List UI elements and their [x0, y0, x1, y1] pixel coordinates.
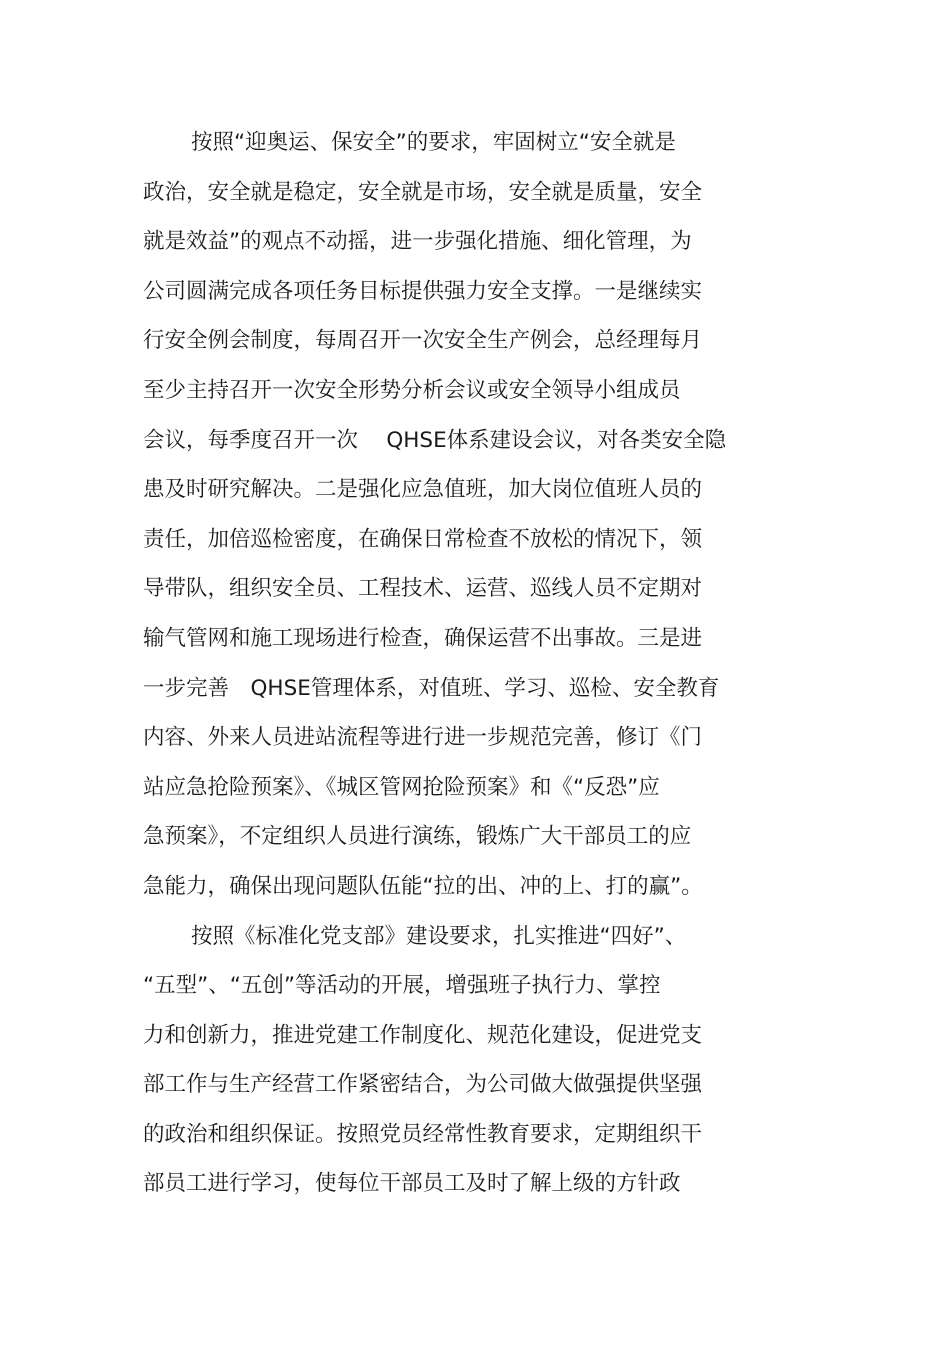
text-line: 按照“迎奥运、保安全”的要求，牢固树立“安全就是 [191, 130, 676, 155]
paragraph-safety [143, 118, 823, 912]
text-line: 责任，加倍巡检密度，在确保日常检查不放松的情况下，领 [143, 526, 703, 552]
text-line: 就是效益”的观点不动摇，进一步强化措施、细化管理，为 [143, 229, 692, 255]
text-line: 至少主持召开一次安全形势分析会议或安全领导小组成员 [143, 377, 681, 403]
text-line: 导带队，组织安全员、工程技术、运营、巡线人员不定期对 [143, 576, 703, 602]
document-body [143, 118, 823, 1209]
text-line: 部工作与生产经营工作紧密结合，为公司做大做强提供坚强 [143, 1072, 703, 1098]
text-line: 部员工进行学习，使每位干部员工及时了解上级的方针政 [143, 1171, 681, 1197]
text-line: 的政治和组织保证。按照党员经常性教育要求，定期组织干 [143, 1121, 703, 1147]
text-line: 按照《标准化党支部》建设要求，扎实推进“四好”、 [191, 923, 687, 949]
text-line: 公司圆满完成各项任务目标提供强力安全支撑。一是继续实 [143, 278, 703, 304]
text-line: 政治，安全就是稳定，安全就是市场，安全就是质量，安全 [143, 179, 703, 205]
text-line: 急预案》，不定组织人员进行演练，锻炼广大干部员工的应 [143, 824, 692, 850]
text-line: 输气管网和施工现场进行检查，确保运营不出事故。三是进 [143, 625, 703, 651]
text-line: 患及时研究解决。二是强化应急值班，加大岗位值班人员的 [143, 477, 703, 503]
text-line: “五型”、“五创”等活动的开展，增强班子执行力、掌控 [143, 973, 661, 999]
text-line: 内容、外来人员进站流程等进行进一步规范完善，修订《门 [143, 725, 703, 751]
text-line: 站应急抢险预案》、《城区管网抢险预案》和《“反恐”应 [143, 774, 660, 800]
text-line: 急能力，确保出现问题队伍能“拉的出、冲的上、打的赢”。 [143, 873, 703, 899]
text-line: 力和创新力，推进党建工作制度化、规范化建设，促进党支 [143, 1022, 703, 1048]
text-line: 会议，每季度召开一次 QHSE体系建设会议，对各类安全隐 [143, 427, 727, 453]
text-line: 行安全例会制度，每周召开一次安全生产例会，总经理每月 [143, 328, 703, 354]
text-line: 一步完善 QHSE管理体系，对值班、学习、巡检、安全教育 [143, 675, 720, 701]
paragraph-party-building [143, 912, 823, 1210]
